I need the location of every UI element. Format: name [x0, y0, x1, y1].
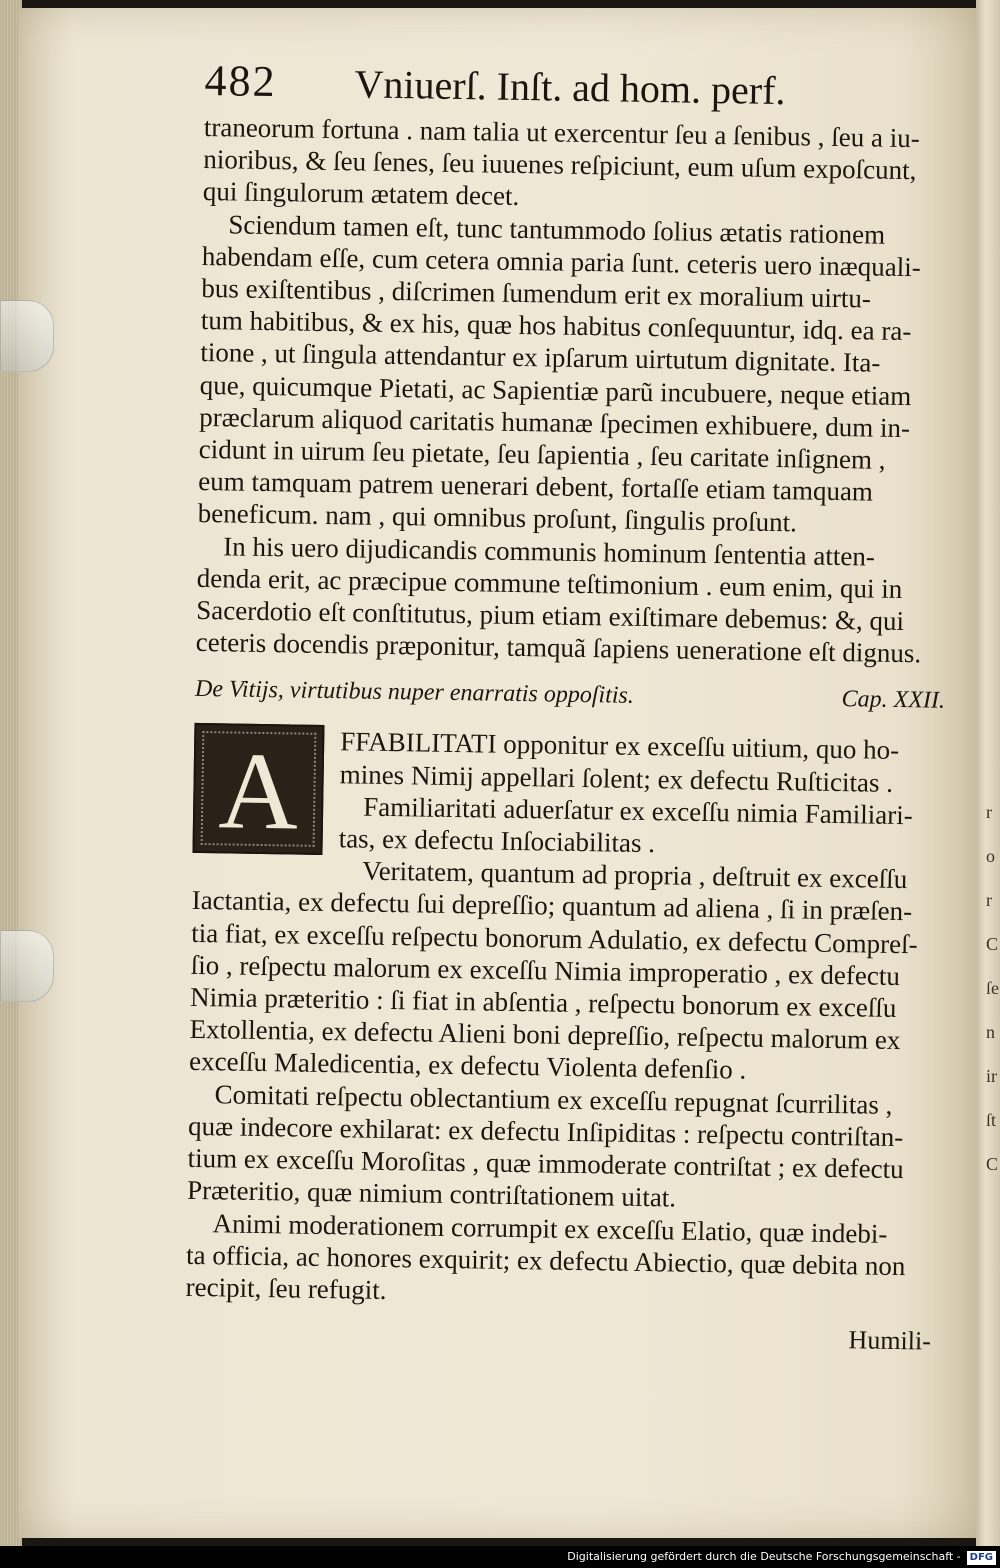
text-line: tum habitibus, & ex his, quæ hos habitus conſequuntur, idq. ea ra-	[200, 305, 912, 347]
running-title: Vniuerſ. Inſt. ad hom. perf.	[354, 61, 786, 114]
text-line: quæ indecore exhilarat: ex defectu Inſipiditas : reſpectu contriſtan-	[187, 1110, 904, 1152]
facing-page-margin: r o r C ſe n ir ſt C	[986, 802, 999, 1174]
text-line: Iactantia, ex defectu ſui depreſſio; quantum ad aliena , ſi in præſen-	[191, 885, 913, 927]
text-line: Sciendum tamen eſt, tunc tantummodo ſolius ætatis rationem	[228, 208, 886, 250]
text-line: exceſſu Maledicentia, ex defectu Violenta defenſio .	[188, 1046, 747, 1086]
text-line: ceteris docendis præponitur, tamquã ſapiens ueneratione eſt dignus.	[195, 627, 922, 669]
chapter-number: Cap. XXII.	[841, 686, 946, 715]
decorated-initial	[192, 723, 324, 855]
text-line: Animi moderationem corrumpit ex exceſſu Elatio, quæ indebi-	[212, 1207, 888, 1249]
text-line: ſio , reſpectu malorum ex exceſſu Nimia improperatio , ex defectu	[190, 949, 901, 991]
page-text	[185, 55, 955, 1357]
text-line: In his uero dijudicandis communis hominum ſententia atten-	[223, 530, 876, 572]
text-line: tia fiat, ex exceſſu reſpectu bonorum Adulatio, ex defectu Compreſ-	[190, 917, 918, 959]
text-line: que, quicumque Pietati, ac Sapientiæ parũ incubuere, neque etiam	[199, 369, 912, 411]
text-line: beneficum. nam , qui omnibus proſunt, ſingulis proſunt.	[197, 498, 798, 538]
paragraph-7	[185, 1206, 936, 1314]
footer-credit: Digitalisierung gefördert durch die Deutsche Forschungsgemeinschaft -	[567, 1550, 961, 1563]
dfg-logo-icon: DFG	[967, 1551, 996, 1565]
text-line: recipit, ſeu refugit.	[185, 1271, 387, 1305]
text-line: FFABILITATI opponitur ex exceſſu uitium, quo ho-	[339, 726, 900, 766]
text-line: tium ex exceſſu Moroſitas , quæ immoderate contriſtat ; ex defectu	[187, 1142, 904, 1185]
digitization-footer	[0, 1546, 1000, 1568]
text-line: bus exiſtentibus , diſcrimen ſumendum erit ex moralium uirtu-	[201, 272, 872, 314]
folio-number: 482	[204, 55, 277, 107]
text-line: mines Nimij appellari ſolent; ex defectu Ruſticitas .	[339, 758, 894, 798]
chapter-heading	[195, 676, 945, 715]
text-line: Sacerdotio eſt conſtitutus, pium etiam exiſtimare debemus: &, qui	[196, 594, 905, 637]
text-line: ta officia, ac honores exquirit; ex defectu Abiectio, quæ debita non	[185, 1239, 906, 1281]
paragraph-4	[192, 723, 944, 864]
paragraph-5	[189, 852, 942, 1089]
text-line: Præteritio, quæ nimium contriſtationem uitat.	[186, 1175, 677, 1213]
paragraph-3	[196, 530, 948, 671]
text-line: Veritatem, quantum ad propria , deſtruit ex exceſſu	[361, 855, 908, 895]
text-line: Comitati reſpectu oblectantium ex exceſſu repugnat ſcurrilitas ,	[214, 1078, 893, 1120]
catchword: Humili-	[848, 1325, 932, 1356]
initial-letter: A	[217, 729, 300, 853]
text-line: qui ſingulorum ætatem decet.	[202, 176, 520, 212]
text-line: præclarum aliquod caritatis humanæ ſpecimen exhibuere, dum in-	[199, 401, 911, 443]
text-line: tione , ut ſingula attendantur ex ipſarum uirtutum dignitate. Ita-	[200, 337, 881, 379]
chapter-title: De Vitijs, virtutibus nuper enarratis oppoſitis.	[194, 676, 635, 710]
text-line: eum tamquam patrem uenerari debent, fortaſſe etiam tamquam	[198, 466, 874, 507]
paragraph-2	[198, 208, 953, 542]
text-line: tas, ex defectu Inſociabilitas .	[338, 823, 656, 859]
text-line: cidunt in uirum ſeu pietate, ſeu ſapientia , ſeu caritate inſignem ,	[198, 433, 886, 475]
text-line: Nimia præteritio : ſi fiat in abſentia , reſpectu bonorum ex exceſſu	[189, 981, 897, 1024]
text-line: nioribus, & ſeu ſenes, ſeu iuuenes reſpiciunt, eum uſum expoſcunt,	[203, 144, 917, 186]
page-clip-top	[0, 300, 54, 372]
text-line: Familiaritati aduerſatur ex exceſſu nimia Familiari-	[362, 791, 913, 831]
text-line: Extollentia, ex defectu Alieni boni depreſſio, reſpectu malorum ex	[189, 1014, 901, 1056]
text-line: traneorum fortuna . nam talia ut exercentur ſeu a ſenibus , ſeu a iu-	[203, 111, 921, 154]
text-line: habendam eſſe, cum cetera omnia paria ſunt. ceteris uero inæquali-	[201, 240, 921, 283]
page-clip-bottom	[0, 930, 54, 1002]
text-line: denda erit, ac præcipue commune teſtimonium . eum enim, qui in	[196, 562, 903, 604]
book-edge-right	[976, 0, 1000, 1546]
paragraph-1	[203, 111, 954, 219]
paragraph-6	[187, 1078, 939, 1219]
